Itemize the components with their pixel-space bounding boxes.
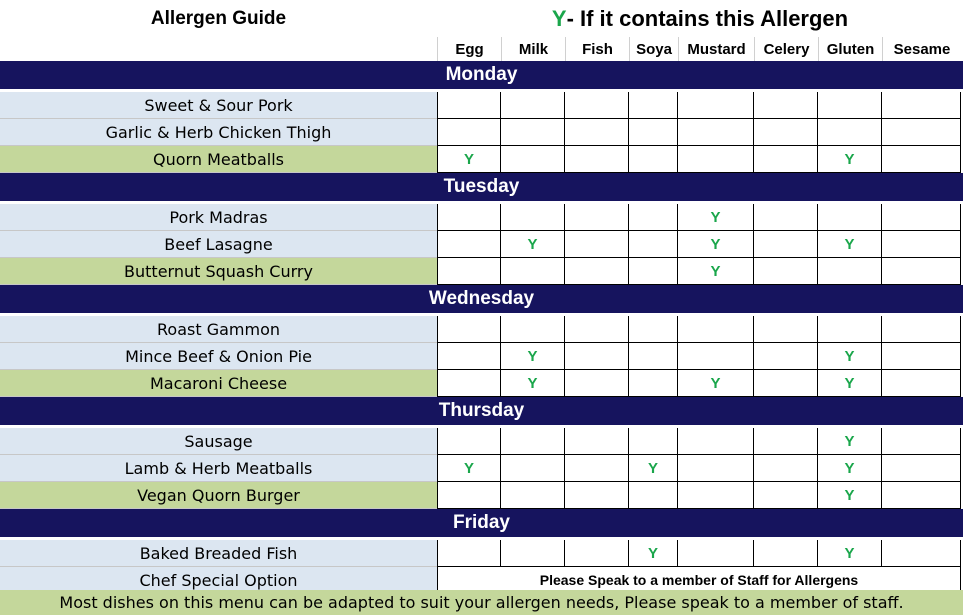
allergen-cell-egg xyxy=(437,119,501,146)
allergen-cell-celery xyxy=(754,316,818,343)
allergen-cell-gluten: Y xyxy=(818,428,882,455)
allergen-cell-mustard: Y xyxy=(678,258,754,285)
allergen-cell-sesame xyxy=(882,258,961,285)
allergen-cell-mustard xyxy=(678,146,754,173)
allergen-cell-egg xyxy=(437,370,501,397)
allergen-cell-sesame xyxy=(882,482,961,509)
allergen-cell-milk xyxy=(501,482,565,509)
day-band-friday: Friday xyxy=(0,509,963,537)
allergen-cell-fish xyxy=(565,428,629,455)
allergen-cell-celery xyxy=(754,231,818,258)
allergen-cell-sesame xyxy=(882,204,961,231)
allergen-cell-gluten: Y xyxy=(818,455,882,482)
dish-name: Chef Special Option xyxy=(0,567,437,594)
page-title: Allergen Guide xyxy=(150,7,287,29)
allergen-cell-celery xyxy=(754,92,818,119)
dish-name: Mince Beef & Onion Pie xyxy=(0,343,437,370)
dish-name: Sausage xyxy=(0,428,437,455)
dish-name: Pork Madras xyxy=(0,204,437,231)
dish-name: Baked Breaded Fish xyxy=(0,540,437,567)
allergen-cell-milk xyxy=(501,316,565,343)
allergen-cell-soya xyxy=(629,119,678,146)
allergen-header-celery: Celery xyxy=(754,37,818,61)
allergen-cell-milk xyxy=(501,204,565,231)
legend-text: - If it contains this Allergen xyxy=(566,5,849,31)
allergen-cell-celery xyxy=(754,146,818,173)
allergen-header-soya: Soya xyxy=(629,37,678,61)
allergen-cell-mustard xyxy=(678,482,754,509)
allergen-cell-mustard xyxy=(678,455,754,482)
allergen-cell-milk: Y xyxy=(501,343,565,370)
allergen-cell-mustard xyxy=(678,316,754,343)
allergen-cell-milk xyxy=(501,146,565,173)
allergen-cell-mustard xyxy=(678,428,754,455)
allergen-header-fish: Fish xyxy=(565,37,629,61)
allergen-cell-milk: Y xyxy=(501,370,565,397)
allergen-cell-celery xyxy=(754,455,818,482)
dish-name: Vegan Quorn Burger xyxy=(0,482,437,509)
allergen-cell-milk xyxy=(501,119,565,146)
allergen-cell-fish xyxy=(565,482,629,509)
allergen-cell-gluten xyxy=(818,119,882,146)
allergen-cell-milk: Y xyxy=(501,231,565,258)
legend-marker: Y xyxy=(551,5,567,31)
day-band-monday: Monday xyxy=(0,61,963,89)
allergen-cell-fish xyxy=(565,231,629,258)
allergen-cell-fish xyxy=(565,258,629,285)
allergen-cell-celery xyxy=(754,258,818,285)
allergen-cell-gluten: Y xyxy=(818,343,882,370)
allergen-cell-mustard xyxy=(678,92,754,119)
allergen-cell-sesame xyxy=(882,370,961,397)
allergen-cell-soya xyxy=(629,231,678,258)
dish-name: Macaroni Cheese xyxy=(0,370,437,397)
allergen-cell-sesame xyxy=(882,146,961,173)
allergen-cell-gluten: Y xyxy=(818,231,882,258)
allergen-cell-egg xyxy=(437,204,501,231)
allergen-cell-fish xyxy=(565,204,629,231)
allergen-cell-soya xyxy=(629,482,678,509)
allergen-cell-milk xyxy=(501,455,565,482)
allergen-cell-egg xyxy=(437,343,501,370)
allergen-header-sesame: Sesame xyxy=(882,37,961,61)
allergen-cell-soya xyxy=(629,370,678,397)
allergen-cell-soya xyxy=(629,146,678,173)
allergen-cell-egg: Y xyxy=(437,455,501,482)
allergen-cell-celery xyxy=(754,482,818,509)
allergen-cell-gluten: Y xyxy=(818,540,882,567)
allergen-cell-soya: Y xyxy=(629,455,678,482)
allergen-cell-egg: Y xyxy=(437,146,501,173)
dish-name: Sweet & Sour Pork xyxy=(0,92,437,119)
allergen-cell-gluten xyxy=(818,258,882,285)
legend xyxy=(437,0,963,37)
allergen-cell-celery xyxy=(754,540,818,567)
footer-note: Most dishes on this menu can be adapted to suit your allergen needs, Please speak to a member of staff. xyxy=(0,590,963,615)
allergen-cell-sesame xyxy=(882,540,961,567)
day-band-thursday: Thursday xyxy=(0,397,963,425)
allergen-cell-sesame xyxy=(882,343,961,370)
allergen-cell-fish xyxy=(565,119,629,146)
day-band-tuesday: Tuesday xyxy=(0,173,963,201)
allergen-cell-sesame xyxy=(882,428,961,455)
allergen-cell-gluten xyxy=(818,92,882,119)
allergen-header-milk: Milk xyxy=(501,37,565,61)
allergen-cell-celery xyxy=(754,119,818,146)
allergen-cell-soya xyxy=(629,343,678,370)
allergen-cell-fish xyxy=(565,316,629,343)
allergen-cell-celery xyxy=(754,428,818,455)
allergen-cell-fish xyxy=(565,343,629,370)
dish-name: Beef Lasagne xyxy=(0,231,437,258)
allergen-cell-soya xyxy=(629,258,678,285)
allergen-cell-mustard xyxy=(678,343,754,370)
allergen-note-cell: Please Speak to a member of Staff for Allergens xyxy=(437,567,961,594)
allergen-cell-sesame xyxy=(882,119,961,146)
dish-name: Butternut Squash Curry xyxy=(0,258,437,285)
allergen-cell-mustard xyxy=(678,540,754,567)
allergen-cell-milk xyxy=(501,92,565,119)
allergen-cell-fish xyxy=(565,540,629,567)
allergen-cell-milk xyxy=(501,258,565,285)
allergen-cell-milk xyxy=(501,428,565,455)
dish-name: Quorn Meatballs xyxy=(0,146,437,173)
allergen-cell-soya: Y xyxy=(629,540,678,567)
allergen-cell-sesame xyxy=(882,92,961,119)
allergen-cell-soya xyxy=(629,316,678,343)
allergen-cell-mustard: Y xyxy=(678,231,754,258)
allergen-cell-egg xyxy=(437,231,501,258)
allergen-cell-gluten xyxy=(818,316,882,343)
allergen-cell-soya xyxy=(629,92,678,119)
allergen-cell-sesame xyxy=(882,455,961,482)
allergen-cell-mustard xyxy=(678,119,754,146)
allergen-cell-mustard: Y xyxy=(678,204,754,231)
allergen-cell-egg xyxy=(437,428,501,455)
allergen-cell-soya xyxy=(629,204,678,231)
allergen-header-egg: Egg xyxy=(437,37,501,61)
allergen-cell-soya xyxy=(629,428,678,455)
dish-name: Roast Gammon xyxy=(0,316,437,343)
allergen-cell-gluten: Y xyxy=(818,370,882,397)
allergen-cell-gluten: Y xyxy=(818,146,882,173)
allergen-cell-gluten xyxy=(818,204,882,231)
allergen-cell-milk xyxy=(501,540,565,567)
dish-name: Lamb & Herb Meatballs xyxy=(0,455,437,482)
allergen-cell-celery xyxy=(754,370,818,397)
allergen-cell-fish xyxy=(565,455,629,482)
allergen-header-gluten: Gluten xyxy=(818,37,882,61)
allergen-cell-egg xyxy=(437,258,501,285)
allergen-cell-egg xyxy=(437,316,501,343)
allergen-cell-egg xyxy=(437,482,501,509)
allergen-cell-fish xyxy=(565,146,629,173)
allergen-cell-sesame xyxy=(882,316,961,343)
allergen-cell-gluten: Y xyxy=(818,482,882,509)
allergen-cell-fish xyxy=(565,370,629,397)
allergen-cell-mustard: Y xyxy=(678,370,754,397)
allergen-cell-celery xyxy=(754,343,818,370)
dish-name: Garlic & Herb Chicken Thigh xyxy=(0,119,437,146)
allergen-cell-sesame xyxy=(882,231,961,258)
day-band-wednesday: Wednesday xyxy=(0,285,963,313)
allergen-cell-egg xyxy=(437,92,501,119)
allergen-cell-fish xyxy=(565,92,629,119)
allergen-cell-celery xyxy=(754,204,818,231)
allergen-header-mustard: Mustard xyxy=(678,37,754,61)
allergen-cell-egg xyxy=(437,540,501,567)
